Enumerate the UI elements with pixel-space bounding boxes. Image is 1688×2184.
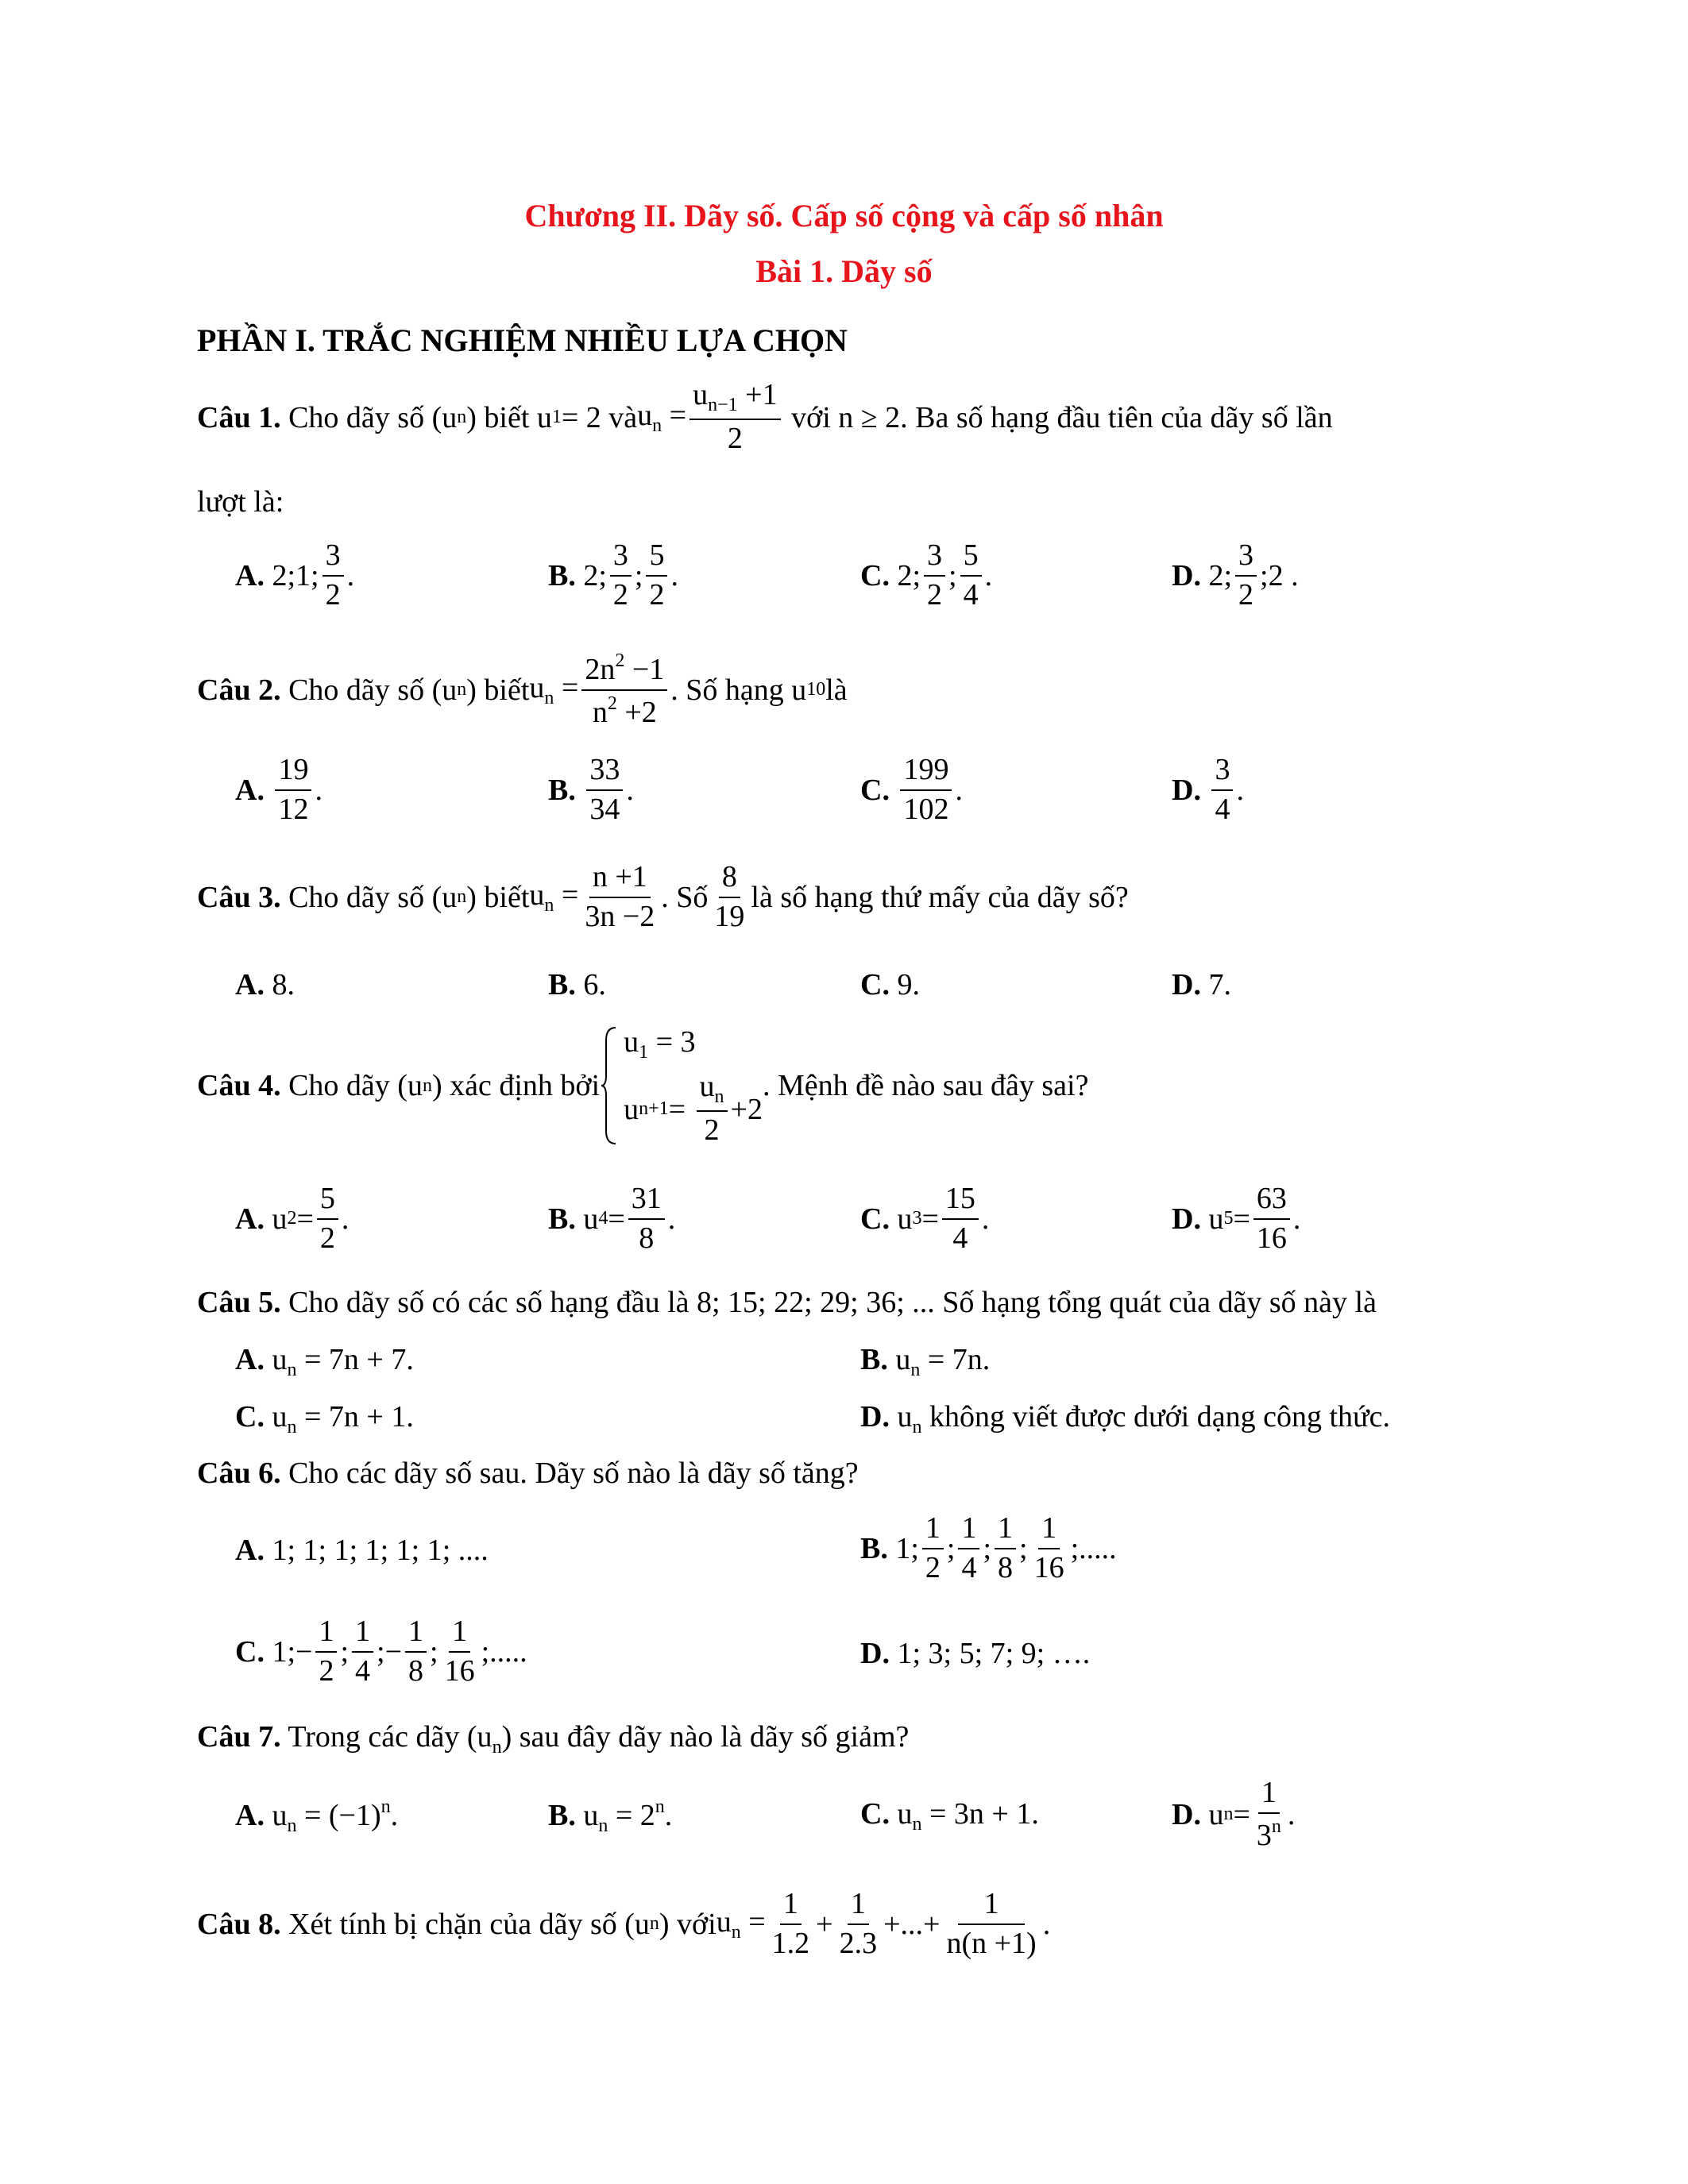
question-1-cont: lượt là: [197, 485, 284, 519]
option-a[interactable]: A. 1; 1; 1; 1; 1; 1; .... [235, 1534, 489, 1567]
question-8: Câu 8. Xét tính bị chặn của dãy số (u n ) với $u_n$ = $\frac{1}{1.2}$ + $\frac{1}{2.3}$ +...+ $\frac{1}{n(n +1)}$ . [197, 1887, 1051, 1960]
option-d[interactable]: D. u n = $\frac{1}{3^n}$ . [1172, 1776, 1296, 1852]
formula: $u_n$ = [637, 399, 687, 437]
option-c[interactable]: C. $u_n = 7n + 1$. [235, 1400, 414, 1437]
question-2: Câu 2. Cho dãy số (u n ) biết $u_n$ = $\frac{2n^2 -1}{n^2 +2}$ . Số hạng u 10 là [197, 650, 848, 729]
chapter-title: Chương II. Dãy số. Cấp số cộng và cấp số nhân [524, 198, 1164, 233]
option-d[interactable]: D. u 5 = $\frac{63}{16}$ . [1172, 1182, 1301, 1255]
question-6: Câu 6. Cho các dãy số sau. Dãy số nào là dãy số tăng? [197, 1457, 859, 1490]
question-5: Câu 5. Cho dãy số có các số hạng đầu là 8; 15; 22; 29; 36; ... Số hạng tổng quát của dãy số này là [197, 1286, 1377, 1319]
option-c[interactable]: C. u 3 = $\frac{15}{4}$ . [860, 1182, 990, 1255]
option-d[interactable]: D. 7. [1172, 968, 1231, 1001]
question-3: Câu 3. Cho dãy số (u n ) biết $u_n$ = $\frac{n +1}{3n -2}$ . Số $\frac{8}{19}$ là số hạng thứ mấy của dãy số? [197, 860, 1129, 933]
fraction: $\frac{u_{n-1} +1}{2}$ [689, 380, 780, 455]
question-7: Câu 7. Trong các dãy $(u_n)$ sau đây dãy nào là dãy số giảm? [197, 1720, 910, 1758]
option-a[interactable]: A. $u_n = 7n + 7$. [235, 1343, 414, 1380]
recurrence-system: $u_1 = 3$ u n+1 = $\frac{u_n}{2}$ +2 [624, 1025, 763, 1148]
question-label: Câu 1. [197, 400, 281, 434]
option-d[interactable]: D. $u_n$ không viết được dưới dạng công thức. [860, 1400, 1390, 1437]
option-d[interactable]: D. 2; $\frac{3}{2}$ ;2 . [1172, 538, 1299, 612]
question-1: Câu 1. Cho dãy số (u n ) biết u 1 = 2 và $u_n$ = $\frac{u_{n-1} +1}{2}$ với n ≥ 2. Ba số hạng đầu tiên của dãy số lần [197, 378, 1333, 456]
option-c[interactable]: C. 2; $\frac{3}{2}$ ; $\frac{5}{4}$ . [860, 538, 993, 612]
option-d[interactable]: D. $\frac{3}{4}$ . [1172, 753, 1244, 826]
option-b[interactable]: B. 1; $\frac{1}{2}$ ; $\frac{1}{4}$ ; $\frac{1}{8}$ ; $\frac{1}{16}$ ;..... [860, 1511, 1117, 1584]
part-title: PHẦN I. TRẮC NGHIỆM NHIỀU LỰA CHỌN [197, 322, 848, 358]
option-b[interactable]: B. $\frac{33}{34}$ . [548, 753, 634, 826]
option-b[interactable]: B. 6. [548, 968, 606, 1001]
option-c[interactable]: C. 9. [860, 968, 920, 1001]
option-a[interactable]: A. $u_n = (-1)^n$. [235, 1796, 399, 1836]
option-d[interactable]: D. 1; 3; 5; 7; 9; …. [860, 1637, 1091, 1670]
option-c[interactable]: C. $\frac{199}{102}$ . [860, 753, 963, 826]
option-b[interactable]: B. $u_n = 2^n$. [548, 1796, 673, 1836]
option-c[interactable]: C. $u_n = 3n + 1$. [860, 1797, 1039, 1835]
option-a[interactable]: A. u 2 = $\frac{5}{2}$ . [235, 1182, 350, 1255]
option-b[interactable]: B. 2; $\frac{3}{2}$ ; $\frac{5}{2}$ . [548, 538, 678, 612]
question-4: Câu 4. Cho dãy (u n ) xác định bởi $u_1 = 3$ u n+1 = $\frac{u_n}{2}$ +2 . Mệnh đề nào sau đây sai? [197, 1025, 1089, 1148]
option-c[interactable]: C. 1;− $\frac{1}{2}$ ; $\frac{1}{4}$ ;− $\frac{1}{8}$ ; $\frac{1}{16}$ ;..... [235, 1615, 527, 1688]
option-b[interactable]: B. u 4 = $\frac{31}{8}$ . [548, 1182, 676, 1255]
option-a[interactable]: A. $\frac{19}{12}$ . [235, 753, 323, 826]
option-a[interactable]: A. 2;1; $\frac{3}{2}$ . [235, 538, 355, 612]
option-a[interactable]: A. 8. [235, 968, 295, 1001]
brace-icon [600, 1026, 617, 1145]
lesson-title: Bài 1. Dãy số [755, 253, 933, 289]
option-b[interactable]: B. $u_n = 7n$. [860, 1343, 991, 1380]
